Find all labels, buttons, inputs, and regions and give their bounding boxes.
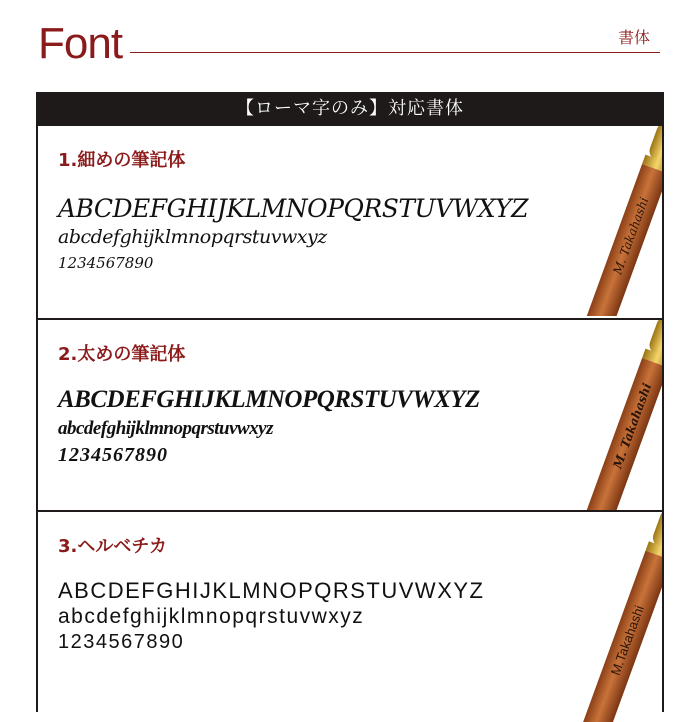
pen-image — [542, 512, 662, 722]
digits-sample: 1234567890 — [58, 254, 154, 272]
lowercase-sample: abcdefghijklmnopqrstuvwxyz — [58, 226, 327, 248]
pen-engraving: M. Takahashi — [610, 381, 655, 471]
section-title: 2.太めの筆記体 — [58, 344, 186, 365]
title-rule — [130, 52, 660, 53]
page-title: Font — [38, 19, 123, 68]
font-section-helvetica — [38, 510, 662, 722]
digits-sample: 1234567890 — [58, 444, 168, 466]
banner: 【ローマ字のみ】対応書体 — [38, 92, 662, 126]
page-header — [0, 0, 700, 80]
pen-image — [542, 126, 662, 316]
lowercase-sample: abcdefghijklmnopqrstuvwxyz — [58, 418, 274, 439]
pen-engraving: M. Takahashi — [610, 195, 652, 277]
section-title: 1.細めの筆記体 — [58, 150, 186, 171]
pen-image — [542, 320, 662, 510]
lowercase-sample: abcdefghijklmnopqrstuvwxyz — [58, 605, 365, 628]
font-section-thin-script — [38, 126, 662, 316]
font-panel — [36, 92, 664, 712]
page-subtitle: 書体 — [617, 28, 650, 47]
digits-sample: 1234567890 — [58, 631, 185, 653]
section-title: 3.ヘルベチカ — [58, 536, 168, 557]
uppercase-sample: ABCDEFGHIJKLMNOPQRSTUVWXYZ — [58, 194, 529, 223]
uppercase-sample: ABCDEFGHIJKLMNOPQRSTUVWXYZ — [58, 578, 485, 603]
font-section-bold-script — [38, 318, 662, 510]
uppercase-sample: ABCDEFGHIJKLMNOPQRSTUVWXYZ — [58, 386, 480, 413]
pen-engraving: M.Takahashi — [607, 603, 647, 678]
